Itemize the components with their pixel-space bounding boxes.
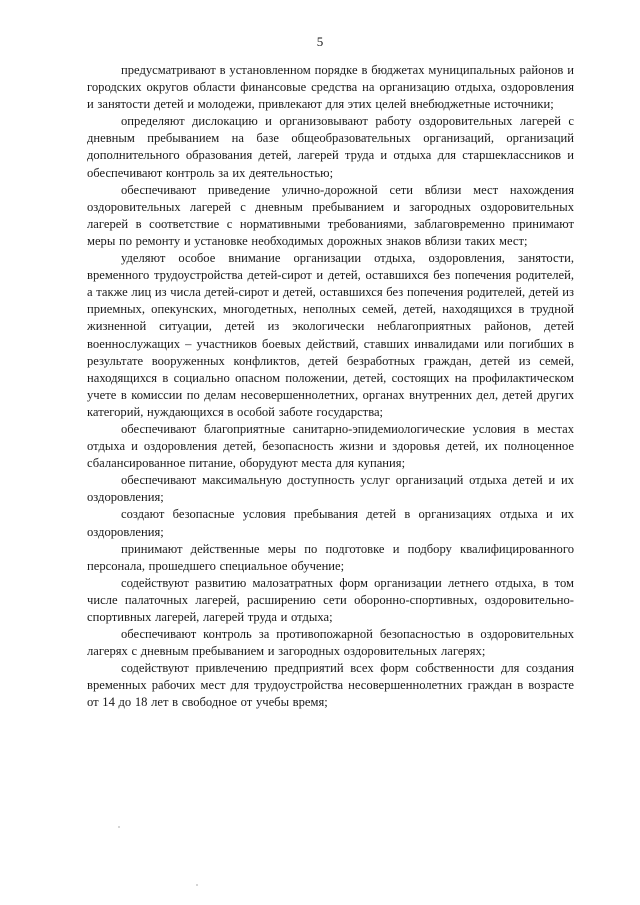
paragraph-sanitary-conditions: обеспечивают благоприятные санитарно-эпидемиологические условия в местах отдыха и оздоровления детей, безопасность жизни и здоровья детей, их полноценное сбалансированное питание, оборудуют места для купания; (87, 421, 574, 471)
scan-speck (118, 826, 120, 828)
paragraph-temporary-jobs: содействуют привлечению предприятий всех форм собственности для создания временных рабочих мест для трудоустройства несовершеннолетних граждан в возрасте от 14 до 18 лет в свободное от учебы время; (87, 661, 574, 710)
page-number: 5 (316, 34, 324, 49)
paragraph-special-attention: уделяют особое внимание организации отдыха, оздоровления, занятости, временного трудоустройства детей-сирот и детей, оставшихся без попечения родителей, а также лиц из числа детей-сирот и детей, оставшихся без попечения родителей, детей из приемных, опекунских, многодетных, неполных семей, детей, находящихся в трудной жизненной ситуации, детей из экологически неблагоприятных районов, детей военнослужащих – участников боевых действий, ставших инвалидами или погибших в результате вооруженных конфликтов, детей безработных граждан, детей из семей, находящихся в социально опасном положении, детей, состоящих на профилактическом учете в комиссии по делам несовершеннолетних, органах внутренних дел, детей других категорий, нуждающихся в особой заботе государства; (87, 251, 574, 419)
paragraph-staff-training: принимают действенные меры по подготовке и подбору квалифицированного персонала, прошедшего специальное обучение; (87, 541, 574, 573)
paragraph-budget-funding: предусматривают в установленном порядке в бюджетах муниципальных районов и городских округов области финансовые средства на организацию отдыха, оздоровления и занятости детей и молодежи, привлекают для этих целей внебюджетные источники; (87, 63, 574, 112)
document-body (87, 62, 574, 712)
paragraph-safe-conditions: создают безопасные условия пребывания детей в организациях отдыха и их оздоровления; (87, 507, 574, 539)
scan-speck (196, 884, 198, 886)
paragraph-fire-safety: обеспечивают контроль за противопожарной безопасностью в оздоровительных лагерях с дневным пребыванием и загородных оздоровительных лагерях; (87, 627, 574, 659)
paragraph-camp-location: определяют дислокацию и организовывают работу оздоровительных лагерей с дневным пребыванием на базе общеобразовательных организаций, организаций дополнительного образования детей, лагерей труда и отдыха для старшеклассников и обеспечивают контроль за их деятельностью; (87, 114, 574, 180)
paragraph-service-accessibility: обеспечивают максимальную доступность услуг организаций отдыха детей и их оздоровления; (87, 473, 574, 505)
paragraph-road-network: обеспечивают приведение улично-дорожной сети вблизи мест нахождения оздоровительных лагерей с дневным пребыванием и загородных оздоровительных лагерей в соответствие с нормативными требованиями, заблаговременно принимают меры по ремонту и установке необходимых дорожных знаков вблизи таких мест; (87, 182, 574, 248)
paragraph-low-cost-forms: содействуют развитию малозатратных форм организации летнего отдыха, в том числе палаточных лагерей, расширению сети оборонно-спортивных, оздоровительно-спортивных лагерей, лагерей труда и отдыха; (87, 575, 574, 624)
